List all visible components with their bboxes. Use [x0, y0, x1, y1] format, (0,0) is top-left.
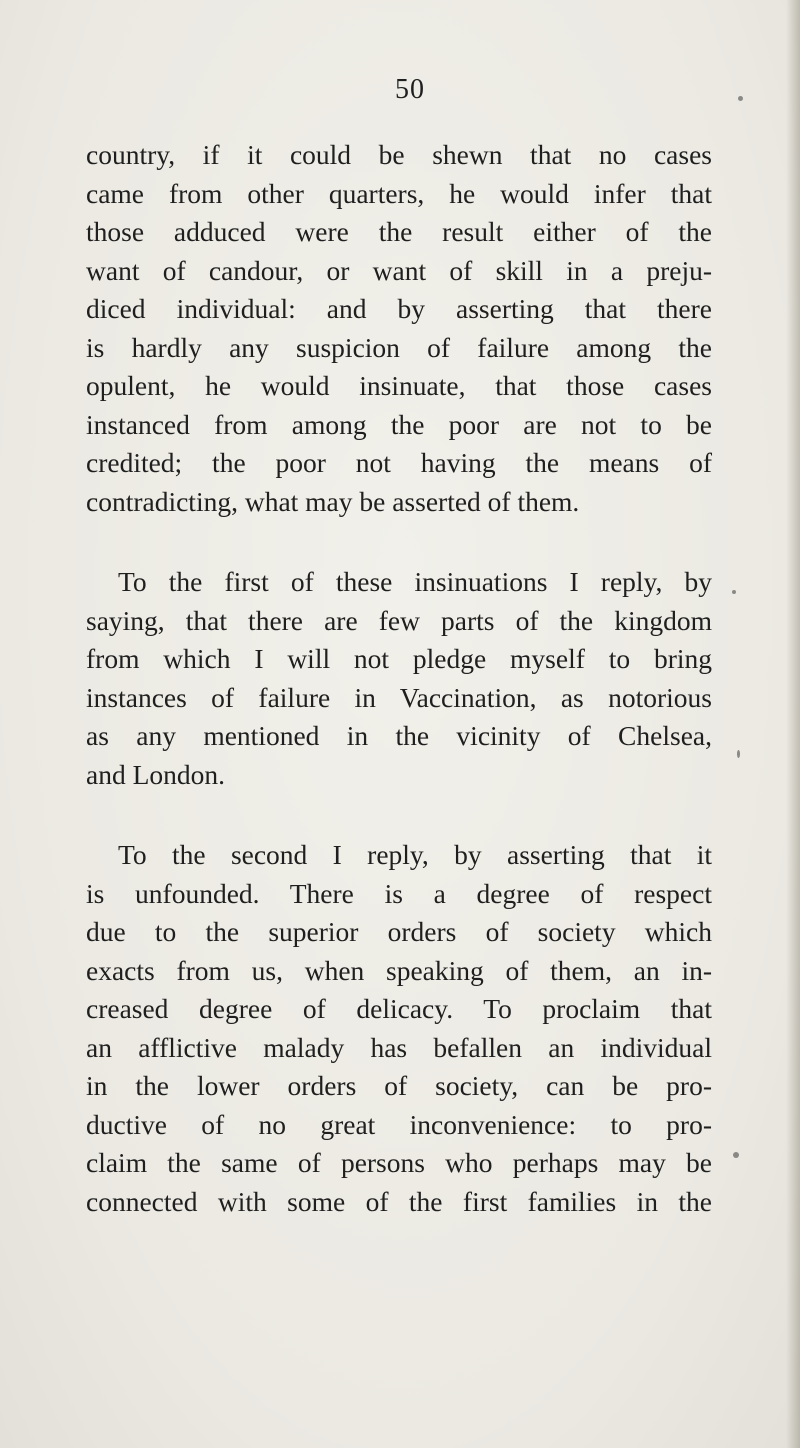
ink-speck	[738, 96, 743, 101]
text-line: came from other quarters, he would infer that	[86, 177, 712, 209]
paragraph-2	[86, 563, 712, 794]
paragraph-3	[86, 836, 712, 1221]
text-line: ductive of no great inconvenience: to pro-	[86, 1108, 712, 1140]
text-line: To the first of these insinuations I reply, by	[118, 566, 712, 597]
paragraph-gap	[86, 794, 712, 836]
text-line: is hardly any suspicion of failure among the	[86, 331, 712, 363]
text-line: credited; the poor not having the means of	[86, 447, 712, 478]
text-line: saying, that there are few parts of the kingdom	[86, 604, 712, 636]
ink-speck	[737, 750, 740, 758]
paragraph-1	[86, 136, 712, 521]
paragraph-gap	[86, 521, 712, 563]
text-line: instances of failure in Vaccination, as notorious	[86, 681, 712, 713]
page-edge-shadow	[786, 0, 800, 1448]
text-line: claim the same of persons who perhaps may be	[86, 1147, 712, 1178]
page-number: 50	[395, 74, 425, 105]
text-line: those adduced were the result either of the	[86, 216, 712, 247]
text-line: an afflictive malady has befallen an individual	[86, 1031, 712, 1063]
text-line: opulent, he would insinuate, that those cases	[86, 370, 712, 401]
text-line: and London.	[86, 758, 226, 790]
text-line: diced individual: and by asserting that there	[86, 293, 712, 324]
text-line: want of candour, or want of skill in a preju-	[86, 254, 712, 286]
text-line: contradicting, what may be asserted of them.	[86, 485, 580, 517]
text-line: instanced from among the poor are not to be	[86, 408, 712, 440]
text-line: country, if it could be shewn that no cases	[86, 139, 712, 170]
text-line: is unfounded. There is a degree of respect	[86, 877, 712, 909]
ink-speck	[732, 590, 736, 594]
text-line: connected with some of the first families in the	[86, 1185, 712, 1217]
text-line: To the second I reply, by asserting that it	[118, 839, 712, 870]
ink-speck	[733, 1152, 739, 1158]
text-line: creased degree of delicacy. To proclaim that	[86, 993, 712, 1024]
text-line: due to the superior orders of society which	[86, 916, 712, 947]
text-line: as any mentioned in the vicinity of Chelsea,	[86, 720, 712, 751]
text-line: in the lower orders of society, can be pro-	[86, 1070, 712, 1101]
text-line: exacts from us, when speaking of them, an in-	[86, 954, 712, 986]
text-line: from which I will not pledge myself to bring	[86, 643, 712, 674]
body-text	[86, 136, 712, 1221]
